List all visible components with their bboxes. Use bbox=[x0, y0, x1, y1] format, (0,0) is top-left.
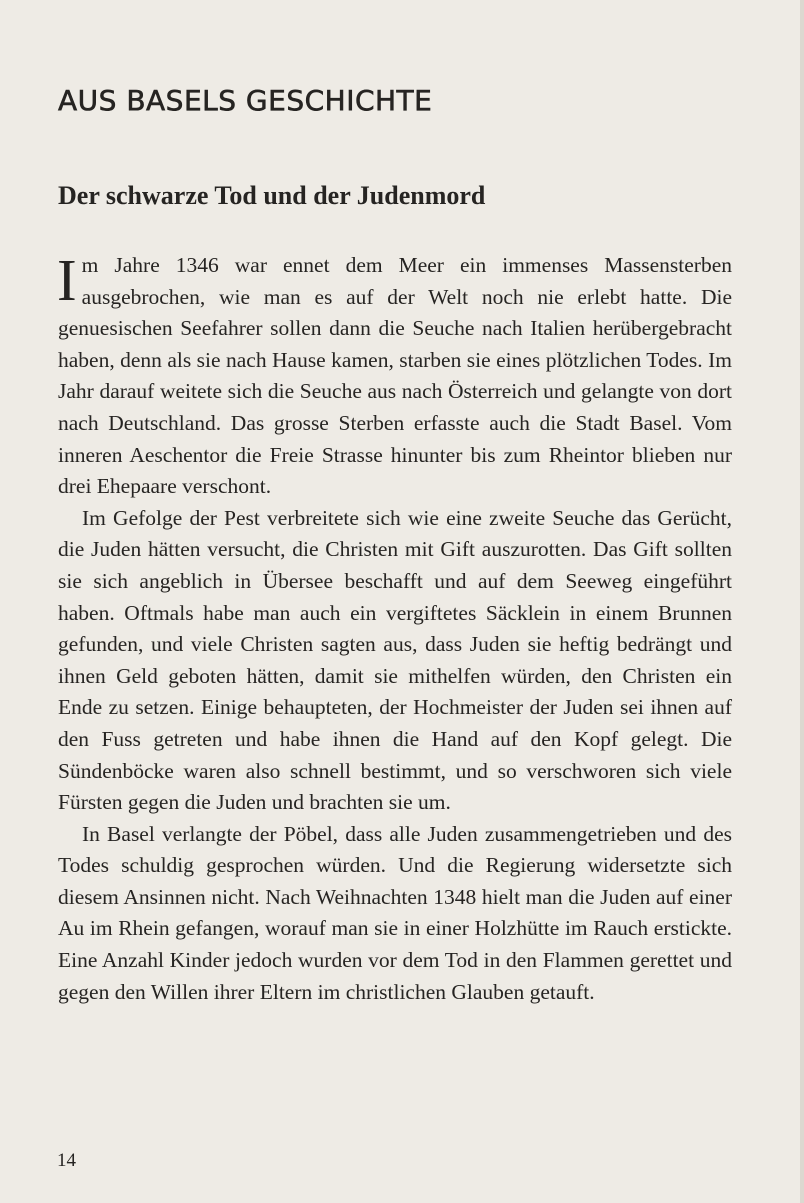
page-number: 14 bbox=[57, 1150, 76, 1171]
paragraph-1 bbox=[57, 247, 732, 503]
paragraph-3: In Basel verlangte der Pöbel, dass alle Juden zusammengetrieben und des Todes schuldig gesprochen würden. Und die Regierung widersetzte sich diesem Ansinnen nicht. Nach Weihnachten 1348 hielt man die Juden auf einer Au im Rhein gefangen, worauf man sie in einer Holzhütte im Rauch erstickte. Eine Anzahl Kinder jedoch wurden vor dem Tod in den Flammen gerettet und gegen den Willen ihrer Eltern im christlichen Glauben getauft. bbox=[58, 821, 732, 1004]
paragraph-2: Im Gefolge der Pest verbreitete sich wie eine zweite Seuche das Gerücht, die Juden hätten versucht, die Christen mit Gift auszurotten. Das Gift sollten sie sich angeblich in Übersee beschafft und auf dem Seeweg eingeführt haben. Oftmals habe man auch ein vergiftetes Säcklein in einem Brunnen gefunden, und viele Christen sagten aus, dass Juden sie heftig bedrängt und ihnen Geld geboten hätten, damit sie mithelfen würden, den Christen ein Ende zu setzen. Einige behaupteten, der Hochmeister der Juden sei ihnen auf den Fuss getreten und habe ihnen die Hand auf den Kopf gelegt. Die Sündenböcke waren also schnell bestimmt, und so verschworen sich viele Fürsten gegen die Juden und brachten sie um. bbox=[58, 505, 732, 815]
drop-cap: I bbox=[57, 247, 77, 313]
body-text bbox=[57, 247, 732, 1008]
chapter-title: AUS BASELS GESCHICHTE bbox=[58, 84, 433, 117]
section-title: Der schwarze Tod und der Judenmord bbox=[58, 181, 486, 210]
paragraph-1-text: m Jahre 1346 war ennet dem Meer ein immenses Massensterben ausgebrochen, wie man es auf der Welt noch nie erlebt hatte. Die genuesischen Seefahrer sollen dann die Seuche nach Italien herübergebracht haben, denn als sie nach Hause kamen, starben sie eines plötzlichen Todes. Im Jahr darauf weitete sich die Seuche aus nach Österreich und gelangte von dort nach Deutschland. Das grosse Sterben erfasste auch die Stadt Basel. Vom inneren Aeschentor die Freie Strasse hinunter bis zum Rheintor blieben nur drei Ehepaare verschont. bbox=[58, 253, 732, 499]
page-edge bbox=[800, 0, 804, 1203]
